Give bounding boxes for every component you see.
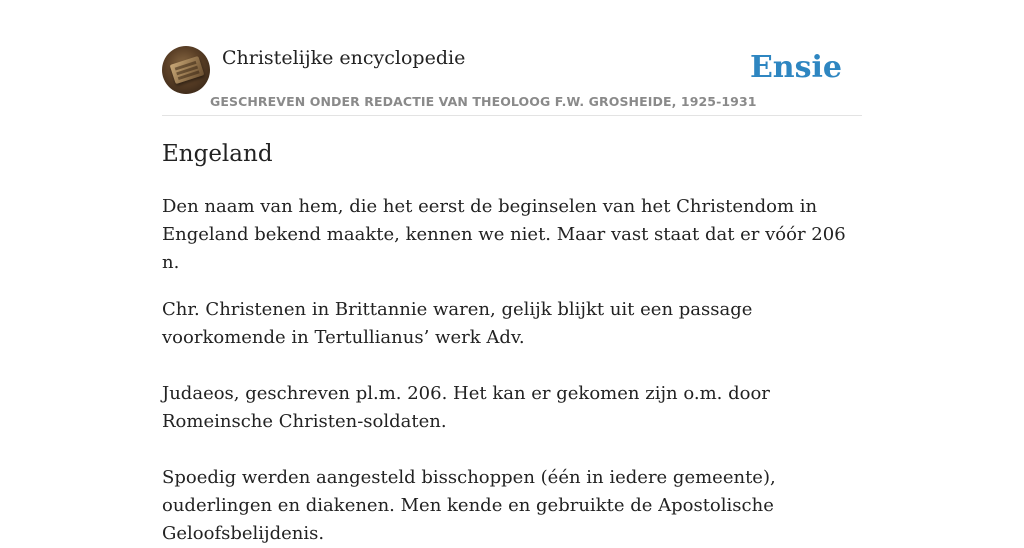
site-title[interactable]: Christelijke encyclopedie (222, 47, 466, 69)
site-subtitle: GESCHREVEN ONDER REDACTIE VAN THEOLOOG F.W. GROSHEIDE, 1925-1931 (210, 94, 757, 109)
brand-logo[interactable]: Ensie (749, 50, 842, 85)
article-paragraph: Spoedig werden aangesteld bisschoppen (één in iedere gemeente), ouderlingen en diakenen. Men kende en gebruikte de Apostolische Geloofsbelijdenis. (162, 467, 776, 544)
article-title: Engeland (162, 141, 273, 167)
article-paragraph: Chr. Christenen in Brittannie waren, gelijk blijkt uit een passage voorkomende in Tertullianus’ werk Adv. (162, 299, 753, 348)
article-paragraph: Den naam van hem, die het eerst de beginselen van het Christendom in Engeland bekend maakte, kennen we niet. Maar vast staat dat er vóór 206 n. (162, 196, 846, 273)
article-paragraph: Judaeos, geschreven pl.m. 206. Het kan er gekomen zijn o.m. door Romeinsche Christen-soldaten. (162, 383, 770, 432)
header-divider (162, 115, 862, 116)
book-shape (170, 56, 205, 84)
article (162, 138, 862, 548)
site-header (162, 46, 862, 116)
book-photo-icon[interactable] (162, 46, 210, 94)
